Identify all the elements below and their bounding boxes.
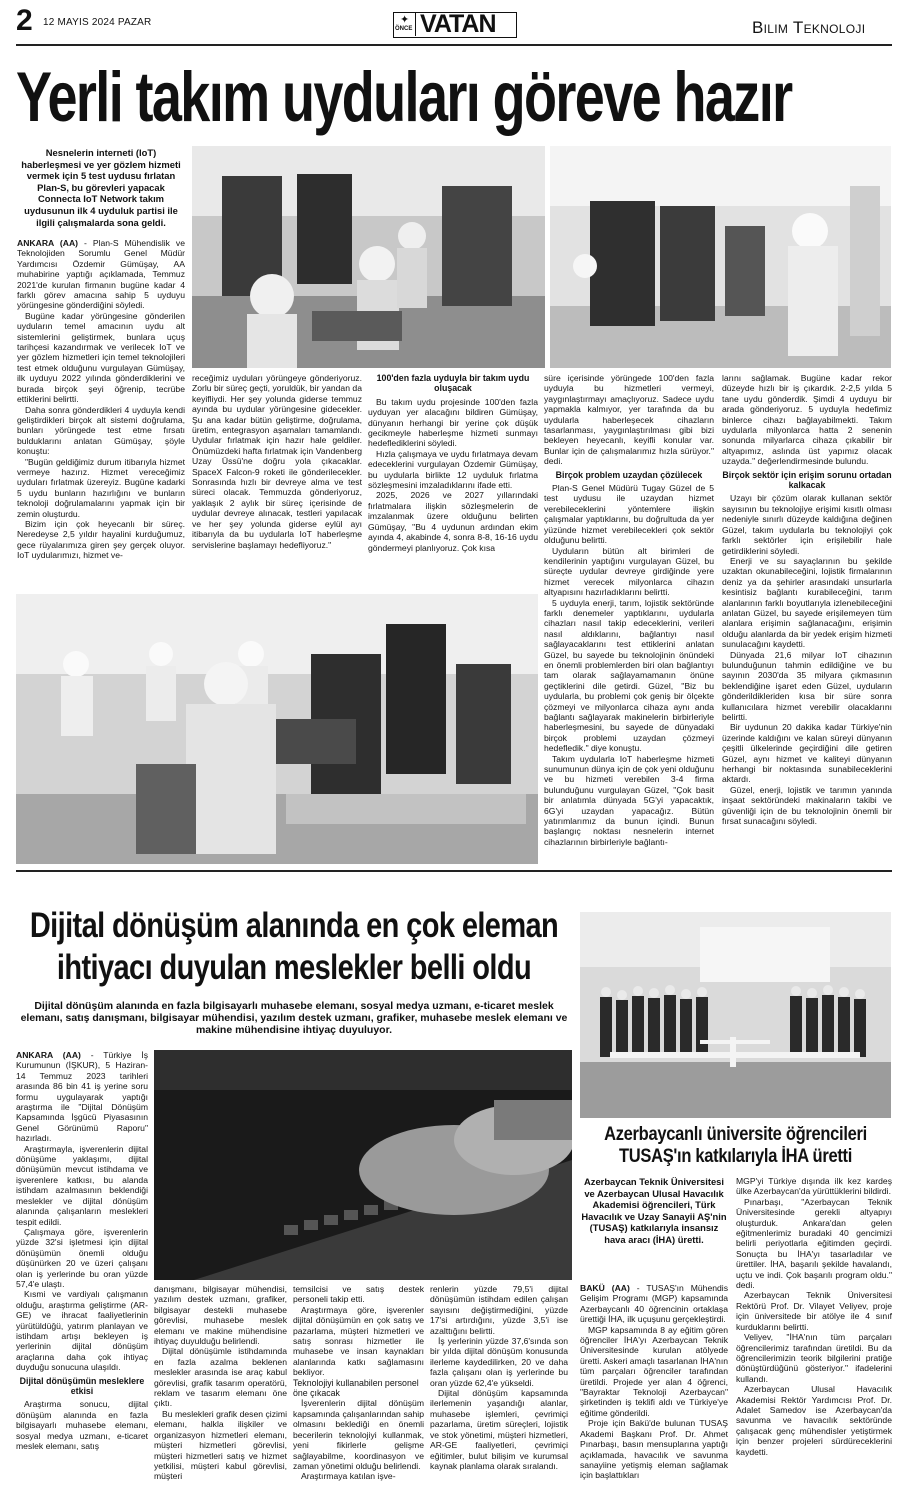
article1-paragraph: Uyduların bütün alt birimleri de kendilerinin yaptığını vurgulayan Güzel, bu süreçte uydular devreye girdiğinde yere hizmet verecek milyonlarca cihazın altyapısını hazırladıklarını belirtti. (544, 545, 714, 598)
article2-headline (16, 906, 572, 988)
article2-paragraph: Kısmi ve vardiyalı çalışmanın olduğu, araştırma geliştirme (AR-GE) ve ihracat faaliyetlerinin yürütüldüğü, yatırım planlayan ve istihdam artışı bekleyen iş yerlerinin dijital dönüşüm araçlarına daha çok ihtiyaç duyduğu sonucuna ulaşıldı. (16, 1289, 148, 1373)
article3-headline-line-2: TUSAŞ'ın katkılarıyla İHA üretti (618, 1146, 853, 1167)
article1-paragraph: Bir uydunun 20 dakika kadar Türkiye'nin üzerinde kaldığını ve kalan süreyi dünyanın çeşitli ülkelerinde geçirdiğini dile getiren Güzel, aynı hizmet ve kaliteyi dünyanın herhangi bir noktasında sunabileceklerini aktardı. (722, 722, 892, 785)
article2-paragraph: İşverenlerin dijital dönüşüm kapsamında çalışanlarından sahip olmasını beklediği en önemli becerilerin teknolojiyi kullanmak, yeni fikirlerle gelişme sağlayabilme, koordinasyon ve zaman yönetimi olduğu belirlendi. (293, 1398, 424, 1471)
logo-small-text: ÖNCE (395, 26, 413, 32)
article2-paragraph: temsilcisi ve satış destek personeli takip etti. (293, 1284, 424, 1305)
article2-paragraph: ANKARA (AA) - Türkiye İş Kurumunun (İŞKUR), 5 Haziran-14 Temmuz 2023 tarihleri arasında 86 bin 41 iş yerine soru formu uygulayarak yaptığı araştırma ile "Dijital Dönüşüm Kapsamında İşgücü Piyasasının Genel Görünümü Raporu" hazırladı. (16, 1050, 148, 1144)
section-title: Bilim Teknoloji (752, 18, 866, 37)
article2-paragraph: İş yerlerinin yüzde 37,6'sında son bir yılda dijital dönüşüm konusunda ilerleme kaydedilirken, 20 ve daha fazla çalışanı olan iş yerlerinde bu oran yüzde 62,4'e yükseldi. (430, 1336, 568, 1388)
article1-paragraph: Dünyada 21,6 milyar IoT cihazının bulunduğunun tahmin edildiğine ve bu sayının 2030'da 35 milyara çıkmasının beklendiğine işaret eden Güzel, uyduların gönderildikleriden kısa bir süre sonra kullanıcılara hizmet verebilir olacaklarını belirtti. (722, 649, 892, 722)
article1-paragraph: Enerji ve su sayaçlarının bu şekilde uzaktan okunabileceğini, lojistik firmalarının deniz ya da şehirler arasındaki unsurlarla kesintisiz bağlantı kurabileceğini, tarım alanlarının farklı boyutlarıyla izlenebileceğini anlatan Güzel, bu sayede erişilemeyen tüm alanlara erişimin sağlanacağını, erişimin olduğu alanlarda da bir yedek erişim hizmeti sunulacağını kaydetti. (722, 555, 892, 650)
article1-column-1 (17, 238, 185, 584)
article1-paragraph: 2025, 2026 ve 2027 yıllarındaki fırlatmalara ilişkin sözleşmelerin de imzalanmak üzere olduğunu belirten Gümüşay, "Bu 4 uydunun ardından ekim ayında 4, akabinde 4, sonra 8-8, 16-16 uydu göndermeyi planlıyoruz. Çok kısa (368, 490, 538, 553)
article3-headline-line-1: Azerbaycanlı üniversite öğrencileri (604, 1124, 867, 1145)
cleanroom-photo-2 (550, 146, 891, 368)
article1-paragraph: Daha sonra gönderdikleri 4 uyduyla kendi geliştirdikleri birçok alt sistemi doğrulama, bunları yörüngede test etme fırsatı bulduklarını anlatan Gümüşay, şöyle konuştu: (17, 404, 185, 457)
article2-paragraph: Dijital dönüşümle istihdamında en fazla azalma beklenen meslekler arasında ise araç kabul görevlisi, grafik tasarım operatörü, reklam ve tasarım elemanı öne çıktı. (154, 1346, 287, 1409)
article1-paragraph: Uzayı bir çözüm olarak kullanan sektör sayısının bu teknolojiye erişimi kısıtlı olması nedeniyle sınırlı düzeyde kaldığına değinen Güzel, takım uydularla bu teknolojiyi çok farklı sektörler için erişilebilir hale getirdiklerini söyledi. (722, 493, 892, 556)
article1-paragraph: ANKARA (AA) - Plan-S Mühendislik ve Teknolojiden Sorumlu Genel Müdür Yardımcısı Özdemir Gümüşay, AA muhabirine yaptığı açıklamada, Temmuz 2021'de kurulan firmanın bugüne kadar 4 farklı görev amacına sahip 5 uyduyu yörüngesine gönderdiğini söyledi. (17, 238, 185, 311)
article2-paragraph: danışmanı, bilgisayar mühendisi, yazılım destek uzmanı, grafiker, bilgisayar destekli muhasebe görevlisi, muhasebe meslek elemanı ve makine mühendisine ihtiyaç duyulduğu belirlendi. (154, 1284, 287, 1347)
page-number: 2 (16, 4, 33, 37)
article1-paragraph: receğimiz uyduları yörüngeye gönderiyoruz. Zorlu bir süreç geçti, yoruldük, bir yandan da keyifliydi. Her şey yolunda giderse temmuz ayında bu uydular yörüngesine gidecekler. Şu ana kadar bütün geliştirme, doğrulama, üretim, entegrasyon aşamaları tamamlandı. Uydular fırlatmak için hazır hale geldiler. Önümüzdeki hafta fırlatmak için Vandenberg Uzay Üssü'ne doğru yola çıkacaklar. SpaceX Falcon-9 roketi ile gönderilecekler. Sonrasında hızlı bir devreye alma ve test süreci olacak. Temmuzda gönderiyoruz, yaklaşık 2 aylık bir süreç içerisinde de uydular devreye alınacak, testleri yapılacak ve her şey yolunda giderse eylül ayı itibarıyla da bu uydularla IoT haberleşme servislerine başlamayı hedefliyoruz." (192, 373, 362, 550)
article1-column-2 (192, 373, 362, 593)
article2-paragraph: Araştırmaya göre, işverenler dijital dönüşümün en çok satış ve pazarlama, müşteri hizmetleri ve satış sonrası hizmetler ile muhasebe ve insan kaynakları alanlarında katkı sağlamasını bekliyor. (293, 1304, 424, 1378)
uav-group-photo (580, 912, 891, 1118)
article2-lead: Dijital dönüşüm alanında en fazla bilgisayarlı muhasebe elemanı, sosyal medya uzmanı, e-ticaret meslek elemanı, satış danışmanı, bilgisayar mühendisi, yazılım destek uzmanı, grafiker, muhasebe meslek elemanı ve makine mühendisine ihtiyaç duyuluyor. (20, 1000, 568, 1036)
article3-paragraph: MGP kapsamında 8 ay eğitim gören öğrenciler İHA'yı Azerbaycan Teknik Üniversitesinde kurulan atölyede üretti. Askeri amaçlı tasarlanan İHA'nın tüm parçaları öğrenciler tarafından üretildi. Projede yer alan 4 öğrenci, "Bayraktar Teknoloji Azerbaycan" şirketinden iş teklifi aldı ve Türkiye'ye eğitime gönderildi. (580, 1324, 728, 1418)
section-divider (16, 870, 892, 872)
article1-subheading-2: Birçok problem uzaydan çözülecek (555, 469, 703, 480)
article2-paragraph: Araştırma sonucu, dijital dönüşüm alanında en fazla bilgisayarlı muhasebe elemanı, sosyal medya uzmanı, e-ticaret meslek elemanı, satış (16, 1399, 148, 1452)
logo-name: VATAN (420, 10, 496, 38)
article2-column-4 (430, 1284, 568, 1500)
article3-paragraph: Proje için Bakü'de bulunan TUSAŞ Akademi Başkanı Prof. Dr. Ahmet Pınarbaşı, basın mensuplarına yaptığı açıklamada, havacılık ve savunma sanayiine yetişmiş eleman sağlamak için başlattıkları (580, 1418, 728, 1481)
article3-column-1 (580, 1283, 728, 1500)
article3-paragraph: BAKÜ (AA) - TUSAŞ'ın Mühendis Gelişim Programı (MGP) kapsamında Azerbaycanlı 40 öğrencinin ortaklaşa ürettiği İHA, ilk uçuşunu gerçekleştirdi. (580, 1283, 728, 1325)
article1-paragraph: Bu takım uydu projesinde 100'den fazla uyduyan yer alacağını bildiren Gümüşay, dünyanın herhangi bir yerine çok düşük gecikmeyle haberleşme hizmeti sunmayı hedeflediklerini söyledi. (368, 396, 538, 449)
page-header (0, 0, 907, 48)
article1-column-5 (722, 373, 892, 863)
article2-paragraph: Araştırmayla, işverenlerin dijital dönüşüme yaklaşımı, dijital dönüşümün mevcut istihdama ve işverenlere katkısı, bu alanda istihdam azalmasının beklendiği meslekler ve dijital dönüşüm alanında çalışanların meslekleri tespit edildi. (16, 1143, 148, 1227)
article2-paragraph: Çalışmaya göre, işverenlerin yüzde 32'si işletmesi için dijital dönüşümün önemli olduğu düşünürken 20 ve üzeri çalışanı olan iş yerlerinde bu oran yüzde 57,4'e ulaştı. (16, 1226, 148, 1289)
logo-badge (394, 13, 416, 36)
header-rule (16, 44, 892, 46)
article3-lead: Azerbaycan Teknik Üniversitesi ve Azerbaycan Ulusal Havacılık Akademisi öğrencileri, Türk Havacılık ve Uzay Sanayii AŞ'nin (TUSAŞ) katkılarıyla insansız hava aracı (İHA) üretti. (581, 1176, 727, 1245)
article2-column-3 (293, 1284, 424, 1500)
cleanroom-photo-3 (16, 594, 538, 864)
article1-paragraph: Takım uydularla IoT haberleşme hizmeti sunumunun dünya için de çok yeni olduğunu ve bu hizmeti verebilen 3-4 firma bulunduğunu vurgulayan Güzel, "Çok basit bir anlatımla dünyada 5G'yi yapacaktık, 6G'yi uzaydan yapacağız. Bütün yatırımlarımız da bunun içindi. Bunun başlangıç noktası nesnelerin internet cihazlarının birbirleriyle bağlantı- (544, 753, 714, 847)
article1-subheading-1: 100'den fazla uyduyla bir takım uydu oluşacak (376, 373, 530, 394)
logo-star-icon: ✦ (400, 14, 410, 26)
article1-paragraph: 5 uyduyla enerji, tarım, lojistik sektöründe farklı denemeler yaptıklarını, uydularla cihazları nasıl takip edeceklerini, verileri nasıl aldıklarını, bağlantıyı nasıl sağlayacaklarını test ettiklerini anlatan Güzel, bu sayede bu teknolojinin önündeki en önemli problemlerden biri olan bağlantıyı tam olarak sağlayamamanın önüne geçtiklerini dile getirdi. Güzel, "Biz bu uydularla, bu problemi çok geniş bir ölçekte çözmeyi ve milyonlarca cihaza aynı anda bağlantı sağlayarak makinelerin birbirleriyle haberleşmesini, bu sayede de dünyadaki birçok problemi uzaydan çözmeyi hedefledik." diye konuştu. (544, 597, 714, 754)
article1-headline: Yerli takım uyduları göreve hazır (16, 58, 792, 137)
cleanroom-photo-1 (192, 146, 545, 368)
article1-paragraph: "Bugün geldiğimiz durum itibarıyla hizmet vermeye hazırız. Hizmet vereceğimiz uyduları fırlatmak üzereyiz. Bugüne kadarki 5 uydu bunların hazırlığını ve bunların teknoloji doğrulamalarını yapmak için bir zemin oluşturdu. (17, 456, 185, 519)
keyboard-photo (154, 1050, 572, 1280)
article1-paragraph: Bugüne kadar yörüngesine gönderilen uyduların temel amacının uydu alt sistemlerini geliştirmek, bunlara uçuş tarihçesi kazandırmak ve verilecek IoT ve yer gözlem hizmetleri için temel teknolojileri test etmek olduğunu vurgulayan Gümüşay, ilk uyduyu 2022 yılında gönderdiklerini ve burada birçok şeyi öğrenip, tecrübe ettiklerini belirtti. (17, 310, 185, 405)
article2-paragraph: Araştırmaya katılan işve- (301, 1471, 396, 1482)
article3-paragraph: Azerbaycan Ulusal Havacılık Akademisi Rektör Yardımcısı Prof. Dr. Adalet Samedov ise Azerbaycan'da savunma ve havacılık sektöründe çalışacak genç mühendisler yetiştirmek için benzer projeleri sürdüreceklerini kaydetti. (736, 1384, 892, 1457)
article3-paragraph: MGP'yi Türkiye dışında ilk kez kardeş ülke Azerbaycan'da yürüttüklerini bildirdi. (736, 1176, 892, 1197)
article1-paragraph: Güzel, enerji, lojistik ve tarımın yanında inşaat sektöründeki makinaların takibi ve güvenliği için de bu teknolojinin önemli bir fırsat sunacağını söyledi. (722, 784, 892, 827)
article2-paragraph: renlerin yüzde 79,5'i dijital dönüşümün istihdam edilen çalışan sayısını değiştirmediğini, yüzde 17'si artırdığını, yüzde 3,5'i ise azalttığını belirtti. (430, 1284, 568, 1336)
article2-paragraph: Dijital dönüşüm kapsamında ilerlemenin yaşandığı alanlar, muhasebe işlemleri, çevrimiçi pazarlama, üretim süreçleri, lojistik ve stok yönetimi, müşteri hizmetleri, AR-GE faaliyetleri, çevrimiçi eğitimler, bulut bilişim ve kurumsal kaynak planlama olarak sıralandı. (430, 1388, 568, 1471)
article1-paragraph: süre içerisinde yörüngede 100'den fazla uyduyla bu hizmetleri vermeyi, yaygınlaştırmayı amaçlıyoruz. Sadece uydu yapmakla kalmıyor, yer tarafında da bu uydularla haberleşecek cihazların tasarlanması, yaygınlaştırılması gibi bizi bekleyen heyecanlı, keyifli konular var. Bunlar için de çalışmalarımız hızla sürüyor." dedi. (544, 373, 714, 467)
article1-paragraph: Plan-S Genel Müdürü Tugay Güzel de 5 test uydusu ile uzaydan hizmet verebileceklerini yöntemlere ilişkin çalışmalar yaptıklarını, bu doğrultuda da yer yüzünde hizmet verebilecekleri çok sektör olduğunu belirtti. (544, 483, 714, 546)
newspaper-logo (393, 12, 517, 38)
article2-column-2 (154, 1284, 287, 1500)
issue-date: 12 MAYIS 2024 PAZAR (43, 17, 152, 28)
article3-headline (578, 1124, 893, 1165)
article2-headline-line-2: ihtiyacı duyulan meslekler belli oldu (56, 949, 532, 988)
article2-headline-line-1: Dijital dönüşüm alanında en çok eleman (29, 907, 559, 946)
article2-column-1 (16, 1050, 148, 1500)
article3-paragraph: Pınarbaşı, "Azerbaycan Teknik Üniversitesinde gerekli altyapıyı oluşturduk. Ankara'dan gelen eğitmenlerimiz buradaki 40 gencimizi belirli periyotlarla eğitimden geçirdi. Sonuçta bu İHA'yı tasarladılar ve ürettiler. İHA, başarılı şekilde havalandı, uçtu ve indi. Çok başarılı program oldu." dedi. (736, 1196, 892, 1291)
article1-paragraph: larını sağlamak. Bugüne kadar rekor düzeyde hızlı bir iş çıkardık. 2-2,5 yılda 5 tane uydu gönderdik. Şimdi 4 uyduyu bir arada gönderiyoruz. 5 uyduyla hedefimiz binlerce cihazı bağlayabilmekti. Takım uydularla milyonlarca hatta 2 senenin sonunda milyarlarca cihaza çıkabilir bir altyapımız, aslında üst yapımız olacak uzayda." değerlendirmesinde bulundu. (722, 373, 892, 467)
article1-column-4 (544, 373, 714, 863)
article3-paragraph: Azerbaycan Teknik Üniversitesi Rektörü Prof. Dr. Vilayet Veliyev, proje için üniversitede bir atölye ile 4 sınıf kurduklarını belirtti. (736, 1290, 892, 1332)
article1-paragraph: Hızla çalışmaya ve uydu fırlatmaya devam edeceklerini vurgulayan Özdemir Gümüşay, bu uydularla birlikte 12 uyduluk fırlatma sözleşmesini imzaladıklarını ifade etti. (368, 448, 538, 491)
article1-lead: Nesnelerin interneti (IoT) haberleşmesi ve yer gözlem hizmeti vermek için 5 test uydusu fırlatan Plan-S, bu görevleri yapacak Connecta IoT Network takım uydusunun ilk 4 uyduluk partisi ile ilgili çalışmalarda sona geldi. (21, 147, 181, 228)
article1-column-3 (368, 373, 538, 593)
article1-subheading-3: Birçok sektör için erişim sorunu ortadan kalkacak (722, 469, 892, 491)
article2-subheading-1: Dijital dönüşümün mesleklere etkisi (19, 1375, 145, 1396)
article2-subheading-2: Teknolojiyi kullanabilen personel öne çıkacak (293, 1377, 419, 1399)
article3-column-2 (736, 1176, 892, 1500)
article2-paragraph: Bu meslekleri grafik desen çizimi elemanı, halkla ilişkiler ve organizasyon hizmetleri elemanı, müşteri hizmetleri görevlisi, müşteri hizmetleri satış ve hizmet yetkilisi, müşteri kabul görevlisi, müşteri (154, 1408, 287, 1482)
article3-paragraph: Veliyev, "İHA'nın tüm parçaları öğrencilerimiz tarafından üretildi. Bu da öğrencilerimizin teorik bilgilerini pratiğe dönüştürdüğünü gösteriyor." ifadelerini kullandı. (736, 1332, 892, 1384)
article1-paragraph: Bizim için çok heyecanlı bir süreç. Neredeyse 2,5 yıldır hayalini kurduğumuz, gece rüyalarımıza giren şey gerçek oluyor. IoT uydularımızı, hizmet ve- (17, 518, 185, 561)
